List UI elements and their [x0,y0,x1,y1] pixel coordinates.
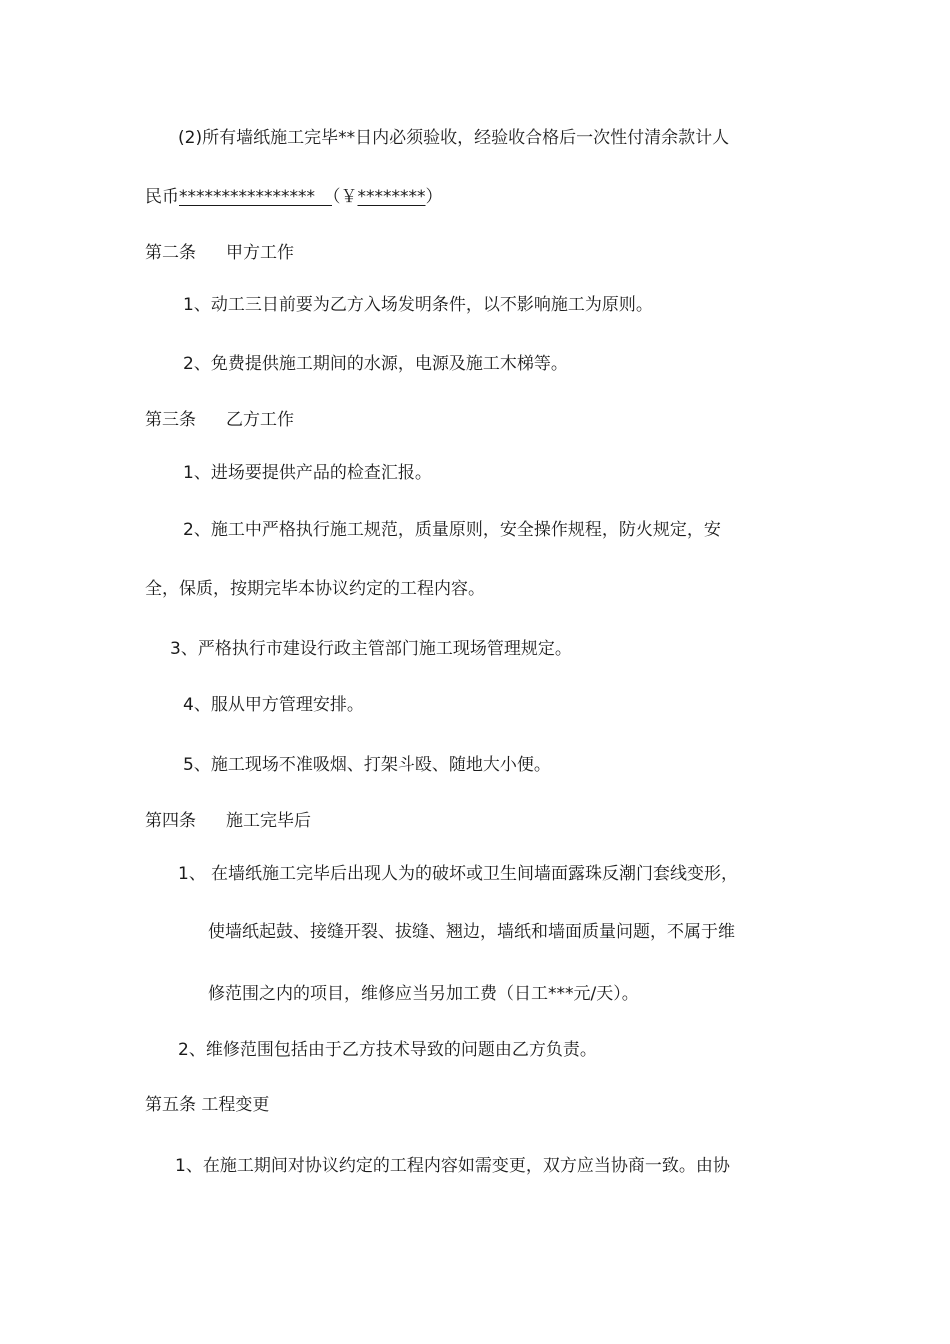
payment-paren-open: （￥ [332,187,358,207]
article3-heading-title: 乙方工作 [226,410,294,430]
article4-item-1-line3: 修范围之内的项目，维修应当另加工费（日工***元/天）。 [208,984,639,1004]
payment-amount-words: **************** [179,187,315,207]
article4-item-2: 2、维修范围包括由于乙方技术导致的问题由乙方负责。 [178,1040,597,1060]
article2-heading-num: 第二条 [145,243,196,263]
article3-item-1: 1、进场要提供产品的检查汇报。 [183,463,432,483]
article3-item-4: 4、服从甲方管理安排。 [183,695,364,715]
article5-heading: 第五条 工程变更 [145,1095,270,1115]
article4-item-1-line1: 在墙纸施工完毕后出现人为的破坏或卫生间墙面露珠反潮门套线变形， [211,864,738,884]
article3-item-2-cont: 全，保质，按期完毕本协议约定的工程内容。 [145,579,485,599]
article2-item-1: 1、动工三日前要为乙方入场发明条件，以不影响施工为原则。 [183,295,653,315]
article2-heading-title: 甲方工作 [226,243,294,263]
article2-heading [145,241,294,265]
article4-heading-title: 施工完毕后 [226,811,311,831]
payment-amount-number: ******** [357,187,426,207]
article5-item-1: 1、在施工期间对协议约定的工程内容如需变更，双方应当协商一致。由协 [175,1156,730,1176]
article3-heading-num: 第三条 [145,410,196,430]
article3-item-2: 2、施工中严格执行施工规范，质量原则，安全操作规程，防火规定，安 [183,520,721,540]
article4-heading-num: 第四条 [145,811,196,831]
payment-paren-close: ） [425,187,443,207]
payment-prefix: 民币 [145,187,179,207]
article2-item-2: 2、免费提供施工期间的水源，电源及施工木梯等。 [183,354,568,374]
article4-item-1-num: 1、 [178,864,206,884]
payment-item2-line1: (2)所有墙纸施工完毕**日内必须验收，经验收合格后一次性付清余款计人 [178,128,730,148]
article3-item-5: 5、施工现场不准吸烟、打架斗殴、随地大小便。 [183,755,551,775]
article4-heading [145,809,311,833]
payment-item2-line2 [145,185,443,209]
article4-item-1-line2: 使墙纸起鼓、接缝开裂、拔缝、翘边，墙纸和墙面质量问题，不属于维 [208,922,735,942]
payment-underline-gap [315,187,332,207]
article3-heading [145,408,294,432]
article3-item-3: 3、严格执行市建设行政主管部门施工现场管理规定。 [170,639,572,659]
